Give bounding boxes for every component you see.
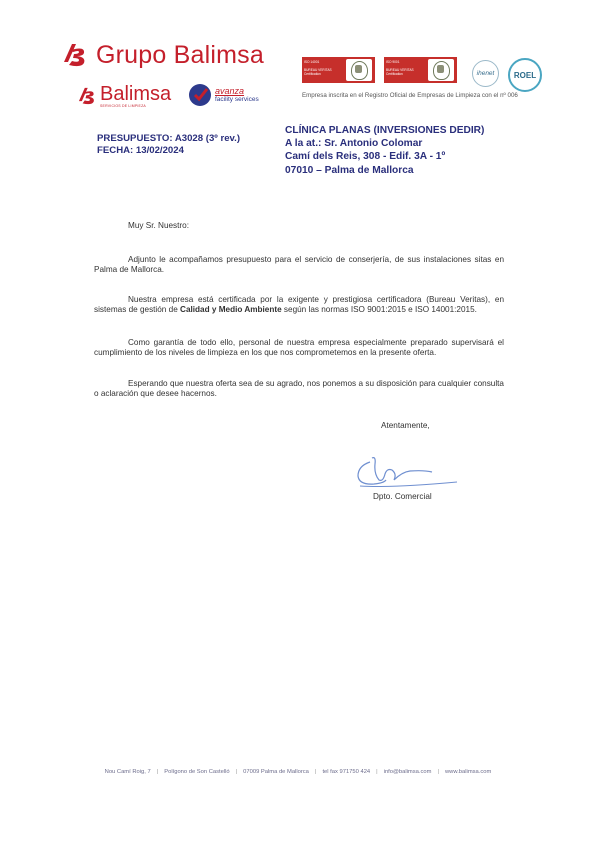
brand-sub-tagline: SERVICIOS DE LIMPIEZA xyxy=(100,104,146,108)
paragraph-2 xyxy=(94,295,504,315)
footer-area: Polígono de Son Castelló xyxy=(164,769,230,775)
cert-code: ISO 14001 xyxy=(304,60,320,64)
recipient-attention: A la at.: Sr. Antonio Colomar xyxy=(285,138,423,150)
footer-address: Nou Camí Roig, 7 xyxy=(104,769,151,775)
bureau-veritas-seal-icon xyxy=(346,59,372,81)
cert-label: Certification xyxy=(386,72,403,77)
budget-date: FECHA: 13/02/2024 xyxy=(97,145,184,157)
recipient-city: 07010 – Palma de Mallorca xyxy=(285,164,414,176)
ihenet-badge xyxy=(472,60,499,87)
paragraph-4-text: Esperando que nuestra oferta sea de su agrado, nos ponemos a su disposición para cualquier consulta o aclaración que desee hacernos. xyxy=(94,379,504,399)
cert-issuer: BUREAU VERITAS xyxy=(304,68,332,73)
handwritten-signature xyxy=(352,452,462,497)
cert-issuer: BUREAU VERITAS xyxy=(386,68,414,73)
ihenet-text: ihenet xyxy=(476,70,495,77)
paragraph-3 xyxy=(94,338,504,358)
avanza-check-icon xyxy=(189,84,211,106)
footer-phone: tel fax 971750 424 xyxy=(322,769,371,775)
recipient-address xyxy=(285,124,484,177)
brand-sub-text: Balimsa xyxy=(100,83,172,105)
budget-reference xyxy=(97,133,240,158)
cert-code: ISO 9001 xyxy=(386,60,400,64)
avanza-logo xyxy=(189,84,259,106)
bureau-veritas-seal-icon xyxy=(428,59,454,81)
recipient-company: CLÍNICA PLANAS (INVERSIONES DEDIR) xyxy=(285,125,485,136)
iso-14001-certificate-badge xyxy=(302,57,375,83)
paragraph-2-text-b: según las normas ISO 9001:2015 e ISO 14001:2015. xyxy=(281,305,477,315)
balimsa-logo xyxy=(76,83,171,108)
roel-badge xyxy=(508,58,542,92)
budget-number: PRESUPUESTO: A3028 (3º rev.) xyxy=(97,133,241,144)
paragraph-4 xyxy=(94,379,504,399)
grupo-balimsa-logo xyxy=(60,40,264,70)
registry-notice: Empresa inscrita en el Registro Oficial de Empresas de Limpieza con el nº 006 xyxy=(302,92,518,99)
recipient-street: Camí dels Reis, 308 - Edif. 3A - 1º xyxy=(285,151,446,163)
footer-city: 07009 Palma de Mallorca xyxy=(243,769,309,775)
footer-email[interactable]: info@balimsa.com xyxy=(383,769,432,775)
avanza-name: avanza xyxy=(215,86,245,96)
paragraph-1 xyxy=(94,255,504,275)
footer: Nou Camí Roig, 7 | Polígono de Son Castelló | 07009 Palma de Mallorca | tel fax 971750 424 | info@balimsa.com | www.balimsa.com xyxy=(104,769,492,775)
roel-text: ROEL xyxy=(513,70,537,80)
closing: Atentamente, xyxy=(381,421,430,430)
salutation: Muy Sr. Nuestro: xyxy=(128,221,189,230)
paragraph-2-emphasis: Calidad y Medio Ambiente xyxy=(180,305,282,315)
balimsa-logo-mark-icon xyxy=(60,40,90,70)
paragraph-1-text: Adjunto le acompañamos presupuesto para el servicio de conserjería, de sus instalaciones sitas en Palma de Mallorca. xyxy=(94,255,504,275)
paragraph-3-text: Como garantía de todo ello, personal de nuestra empresa especialmente preparado supervisará el cumplimiento de los niveles de limpieza en los que nos comprometemos en la presente oferta. xyxy=(94,338,504,358)
cert-label: Certification xyxy=(304,72,321,77)
balimsa-small-mark-icon xyxy=(76,85,98,107)
paragraph-2-text-a: Nuestra empresa está certificada por la exigente y prestigiosa certificadora (Bureau Veritas), en sistemas de gestión de xyxy=(94,295,504,315)
signature-department: Dpto. Comercial xyxy=(373,492,432,501)
brand-main-text: Grupo Balimsa xyxy=(96,40,264,69)
footer-web[interactable]: www.balimsa.com xyxy=(444,769,492,775)
iso-9001-certificate-badge xyxy=(384,57,457,83)
avanza-subtitle: facility services xyxy=(215,96,259,103)
